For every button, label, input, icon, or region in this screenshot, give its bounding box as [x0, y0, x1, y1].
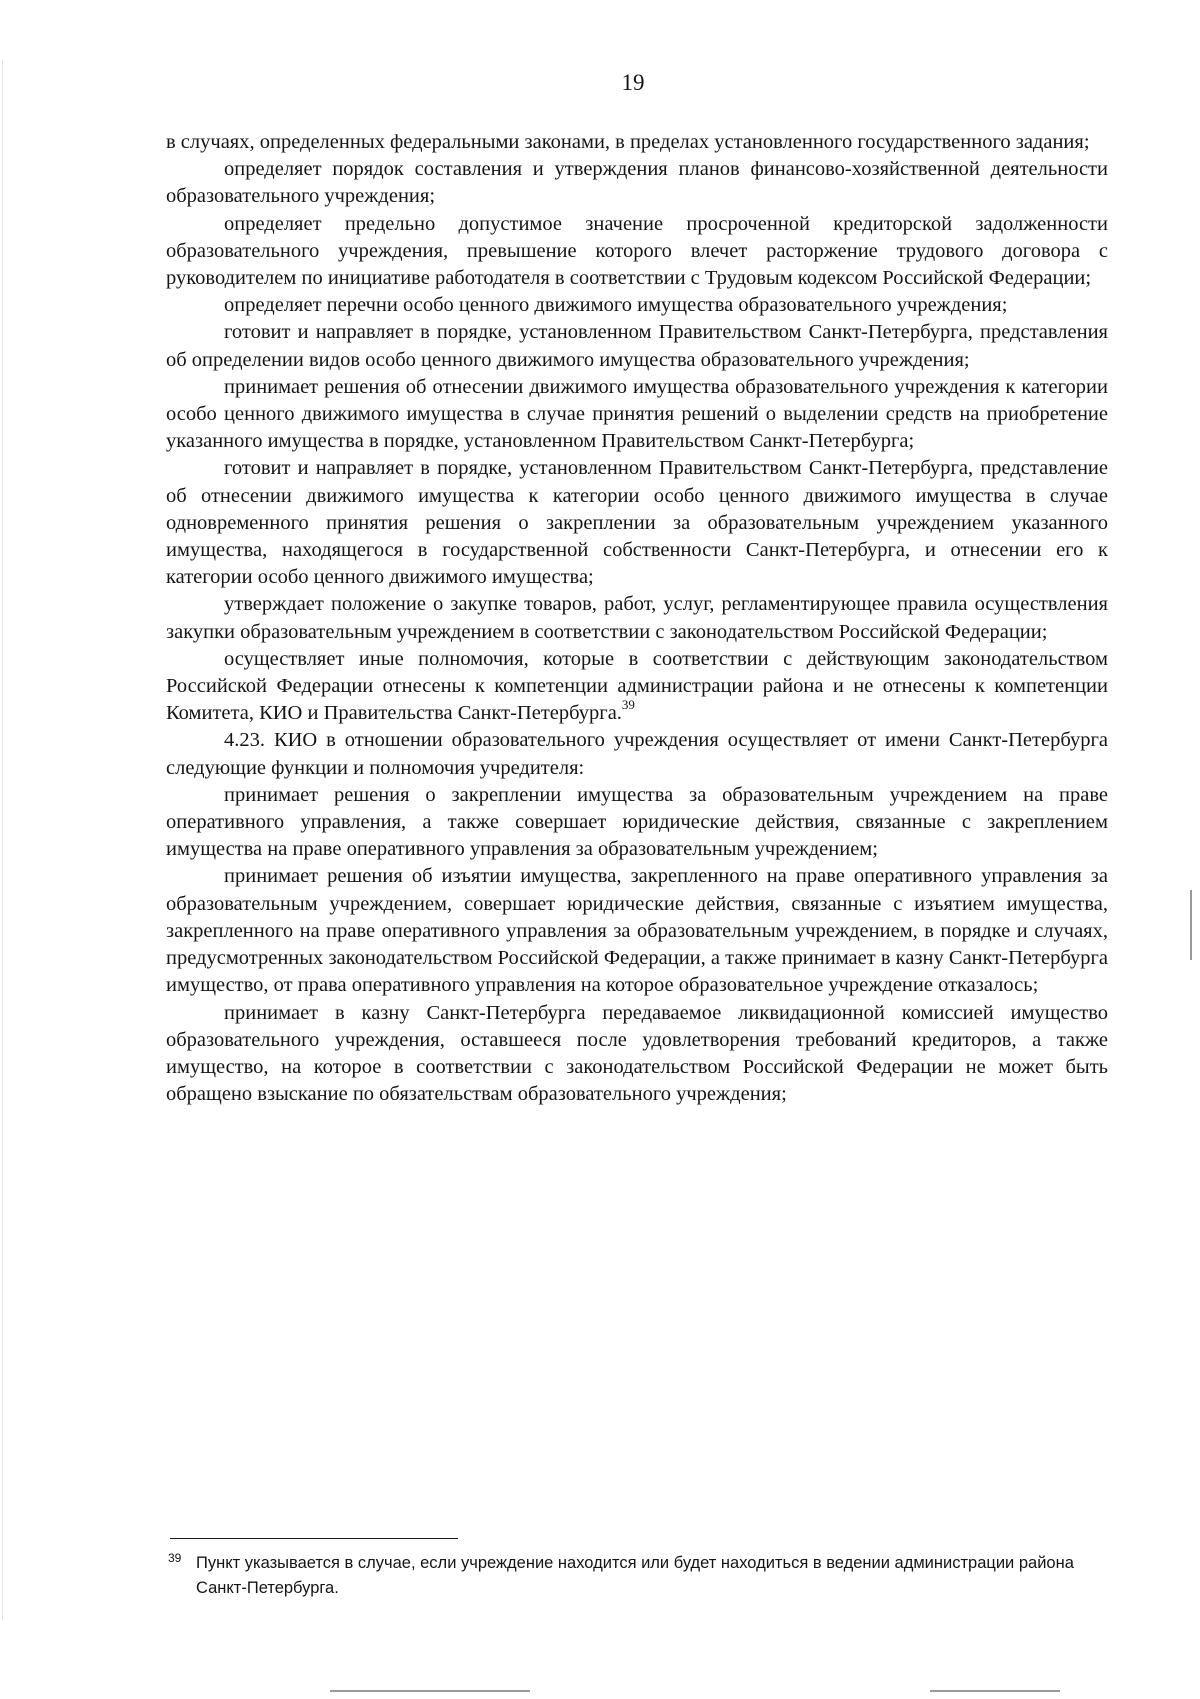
- section-paragraph-4-23: 4.23. КИО в отношении образовательного учреждения осуществляет от имени Санкт-Петербурга следующие функции и полномочия учредителя:: [166, 729, 1108, 779]
- paragraph-text: осуществляет иные полномочия, которые в соответствии с действующим законодательством Российской Федерации отнесены к компетенции администрации района и не отнесены к компетенции Комитета, КИО и Правительства Санкт-Петербурга.: [166, 647, 1108, 725]
- footnote-text: Пункт указывается в случае, если учреждение находится или будет находиться в ведении администрации района Санкт-Петербурга.: [196, 1554, 1074, 1597]
- scan-mark: [930, 1690, 1060, 1692]
- paragraph: принимает решения об отнесении движимого имущества образовательного учреждения к категории особо ценного движимого имущества в случае принятия решений о выделении средств на приобретение указанного имущества в порядке, установленном Правительством Санкт-Петербурга;: [166, 375, 1108, 453]
- paragraph: принимает решения о закреплении имущества за образовательным учреждением на праве оперативного управления, а также совершает юридические действия, связанные с закреплением имущества на праве оперативного управления за образовательным учреждением;: [166, 783, 1108, 861]
- paragraph: утверждает положение о закупке товаров, работ, услуг, регламентирующее правила осуществления закупки образовательным учреждением в соответствии с законодательством Российской Федерации;: [166, 593, 1108, 643]
- footnote-mark: 39: [168, 1551, 182, 1565]
- paragraph-with-footnote: [166, 646, 1108, 728]
- footnote-reference[interactable]: 39: [621, 697, 635, 713]
- paragraph: определяет предельно допустимое значение просроченной кредиторской задолженности образовательного учреждения, превышение которого влечет расторжение трудового договора с руководителем по инициативе работодателя в соответствии с Трудовым кодексом Российской Федерации;: [166, 212, 1108, 290]
- paragraph: принимает в казну Санкт-Петербурга передаваемое ликвидационной комиссией имущество образовательного учреждения, оставшееся после удовлетворения требований кредиторов, а также имущество, на которое в соответствии с законодательством Российской Федерации не может быть обращено взыскание по обязательствам образовательного учреждения;: [166, 1001, 1108, 1106]
- page-number: 19: [621, 70, 645, 95]
- paragraph: в случаях, определенных федеральными законами, в пределах установленного государственного задания;: [166, 131, 1090, 153]
- footnote: [168, 1551, 1108, 1601]
- paragraph: готовит и направляет в порядке, установленном Правительством Санкт-Петербурга, представления об определении видов особо ценного движимого имущества образовательного учреждения;: [166, 321, 1108, 371]
- paragraph: определяет порядок составления и утверждения планов финансово-хозяйственной деятельности образовательного учреждения;: [166, 158, 1108, 208]
- footnote-separator: [170, 1538, 458, 1539]
- scan-mark: [330, 1690, 530, 1692]
- document-body: [166, 129, 1108, 1108]
- paragraph: принимает решения об изъятии имущества, закрепленного на праве оперативного управления за образовательным учреждением, совершает юридические действия, связанные с изъятием имущества, закрепленного на праве оперативного управления за образовательным учреждением, в порядке и случаях, предусмотренных законодательством Российской Федерации, а также принимает в казну Санкт-Петербурга имущество, от права оперативного управления на которое образовательное учреждение отказалось;: [166, 865, 1108, 997]
- scan-mark: [1190, 890, 1192, 960]
- paragraph: определяет перечни особо ценного движимого имущества образовательного учреждения;: [224, 294, 1008, 317]
- paragraph: готовит и направляет в порядке, установленном Правительством Санкт-Петербурга, представление об отнесении движимого имущества к категории особо ценного движимого имущества в случае одновременного принятия решения о закреплении за образовательным учреждением указанного имущества, находящегося в государственной собственности Санкт-Петербурга, и отнесении его к категории особо ценного движимого имущества;: [166, 457, 1108, 589]
- scan-edge: [2, 60, 3, 1620]
